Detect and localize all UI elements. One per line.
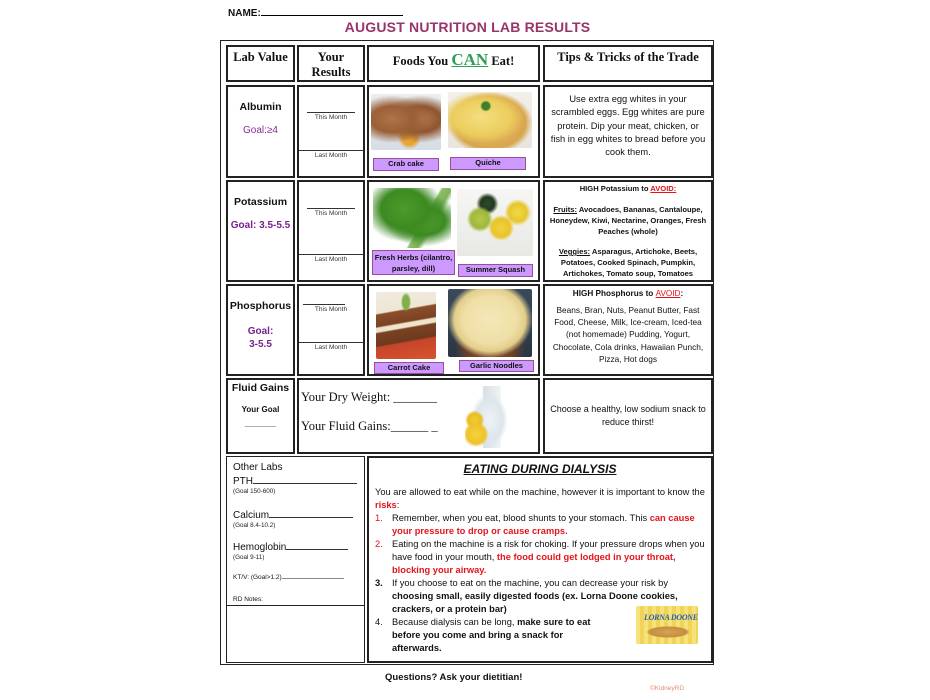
fresh-herbs-image: [373, 188, 451, 248]
hemoglobin-field[interactable]: Hemoglobin: [233, 540, 360, 554]
lab-name-albumin: Albumin: [239, 101, 282, 113]
dialysis-item-3: 3. If you choose to eat on the machine, you can decrease your risk by choosing small, easily digested foods (ex. Lorna Doone cookies, crackers, or a protein bar): [375, 578, 678, 614]
summer-squash-image: [457, 189, 533, 256]
header-results-text: Results: [311, 65, 351, 79]
tip-phosphorus: [543, 284, 713, 376]
potassium-avoid-heading: HIGH Potassium to AVOID:: [579, 184, 677, 193]
tip-fluid: [543, 378, 713, 454]
goal-albumin: Goal:≥4: [243, 125, 278, 136]
header-lab-value: [226, 45, 295, 82]
name-blank-line[interactable]: [261, 6, 403, 16]
food-label-fresh-herbs: Fresh Herbs (cilantro, parsley, dill): [372, 250, 455, 275]
food-label-carrot-cake: Carrot Cake: [374, 362, 444, 374]
page-title: AUGUST NUTRITION LAB RESULTS: [344, 19, 591, 35]
other-labs: [233, 461, 360, 603]
lab-name-fluid-gains: Fluid Gains: [231, 382, 290, 394]
calcium-field[interactable]: Calcium: [233, 508, 360, 522]
hemoglobin-goal: (Goal 9-11): [233, 554, 265, 561]
results-albumin[interactable]: [297, 85, 365, 178]
pth-goal: (Goal 150-600): [233, 488, 276, 495]
lab-name-phosphorus: Phosphorus: [229, 300, 292, 312]
header-your-text: Your: [317, 50, 345, 64]
lorna-doone-image: [636, 606, 698, 644]
header-tips-text: Tips & Tricks of the Trade: [557, 50, 699, 64]
dry-weight-field[interactable]: Your Dry Weight: _______: [301, 390, 438, 404]
foods-albumin: [367, 85, 540, 178]
name-field[interactable]: [228, 6, 403, 19]
name-label: NAME:: [228, 8, 261, 19]
lab-albumin: [226, 85, 295, 178]
foods-potassium: [367, 180, 540, 282]
tip-potassium: [543, 180, 713, 282]
lorna-doone-logo: LORNA DOONE: [644, 613, 698, 622]
potassium-fruits: Fruits: Avocadoes, Bananas, Cantaloupe, Honeydew, Kiwi, Nectarine, Oranges, Fresh Peaches (whole): [549, 205, 707, 236]
other-labs-panel: [226, 456, 365, 663]
last-month-line[interactable]: [299, 342, 363, 343]
this-month-label: This Month: [314, 306, 348, 313]
lab-phosphorus: [226, 284, 295, 376]
lemon-water-image: [465, 386, 509, 448]
dialysis-item-2: 2. Eating on the machine is a risk for choking. If your pressure drops when you have food in your mouth, the food could get lodged in your throat, blocking your airway.: [375, 539, 705, 575]
last-month-label: Last Month: [314, 256, 348, 263]
header-foods-text: Foods You CAN Eat!: [392, 50, 515, 69]
last-month-label: Last Month: [314, 344, 348, 351]
cookies-graphic: [646, 626, 690, 638]
fluid-entry: [297, 378, 540, 454]
rd-notes-label: RD Notes:: [233, 596, 263, 603]
can-emphasis: CAN: [451, 50, 489, 69]
dialysis-panel: [367, 456, 713, 663]
this-month-line[interactable]: [303, 304, 345, 305]
goal-potassium: Goal: 3.5-5.5: [230, 220, 291, 231]
last-month-line[interactable]: [299, 150, 363, 151]
lab-fluid-gains: [226, 378, 295, 454]
dialysis-intro: You are allowed to eat while on the machine, however it is important to know the risks:: [375, 487, 705, 510]
fluid-goal-label: Your Goal: [241, 405, 280, 414]
rd-notes-line: [227, 605, 364, 606]
food-label-summer-squash: Summer Squash: [458, 264, 533, 277]
food-label-crab-cake: Crab cake: [373, 158, 439, 171]
last-month-label: Last Month: [314, 152, 348, 159]
food-label-quiche: Quiche: [450, 157, 526, 170]
this-month-line[interactable]: [307, 208, 355, 209]
goal-phosphorus-label: Goal:: [247, 326, 274, 337]
results-phosphorus[interactable]: [297, 284, 365, 376]
tip-albumin: [543, 85, 713, 178]
potassium-veggies: Veggies: Asparagus, Artichoke, Beets, Potatoes, Cooked Spinach, Pumpkin, Artichokes, Tomato soup, Tomatoes: [558, 247, 698, 278]
ktv-field[interactable]: KT/V: (Goal>1.2): [233, 572, 360, 581]
carrot-cake-image: [376, 292, 436, 359]
phosphorus-avoid-heading: HIGH Phosphorus to AVOID:: [572, 289, 684, 298]
dialysis-item-4: 4. Because dialysis can be long, make sure to eat before you come and bring a snack for afterwards.: [375, 617, 591, 653]
this-month-line[interactable]: [307, 112, 355, 113]
results-table: [220, 40, 714, 665]
crab-cake-image: [371, 94, 441, 150]
food-label-garlic-noodles: Garlic Noodles: [459, 360, 534, 372]
garlic-noodles-image: [448, 289, 532, 357]
calcium-goal: (Goal 8.4-10.2): [233, 522, 276, 529]
dialysis-title: EATING DURING DIALYSIS: [463, 462, 617, 476]
this-month-label: This Month: [314, 210, 348, 217]
tip-albumin-text: Use extra egg whites in your scrambled eggs. Egg whites are pure protein. Dip your meat, chicken, or fish in egg whites to bread before you cook them.: [550, 94, 706, 158]
tip-fluid-text: Choose a healthy, low sodium snack to reduce thirst!: [550, 404, 706, 427]
fluid-gains-field[interactable]: Your Fluid Gains:______ _: [301, 419, 438, 433]
header-your-results: [297, 45, 365, 82]
foods-phosphorus: [367, 284, 540, 376]
quiche-image: [448, 92, 532, 148]
goal-phosphorus-value: 3-5.5: [249, 339, 272, 350]
results-potassium[interactable]: [297, 180, 365, 282]
fluid-goal-blank[interactable]: ________: [244, 420, 277, 427]
header-lab-value-text: Lab Value: [233, 50, 288, 64]
header-tips: [543, 45, 713, 82]
lab-potassium: [226, 180, 295, 282]
copyright: ©KidneyRD: [650, 685, 685, 692]
last-month-line[interactable]: [299, 254, 363, 255]
lab-name-potassium: Potassium: [233, 196, 288, 208]
phosphorus-avoid-list: Beans, Bran, Nuts, Peanut Butter, Fast Food, Cheese, Milk, Ice-cream, Iced-tea (not homemade) Pudding, Yogurt, Chocolate, Cola drinks, Hawaiian Punch, Pizza, Hot dogs: [552, 305, 704, 364]
other-labs-title: Other Labs: [233, 462, 283, 473]
this-month-label: This Month: [314, 114, 348, 121]
footer-questions: Questions? Ask your dietitian!: [385, 672, 523, 683]
dialysis-item-1: 1. Remember, when you eat, blood shunts to your stomach. This can cause your pressure to drop or cause cramps.: [375, 513, 695, 536]
header-foods: [367, 45, 540, 82]
pth-field[interactable]: PTH: [233, 474, 360, 488]
